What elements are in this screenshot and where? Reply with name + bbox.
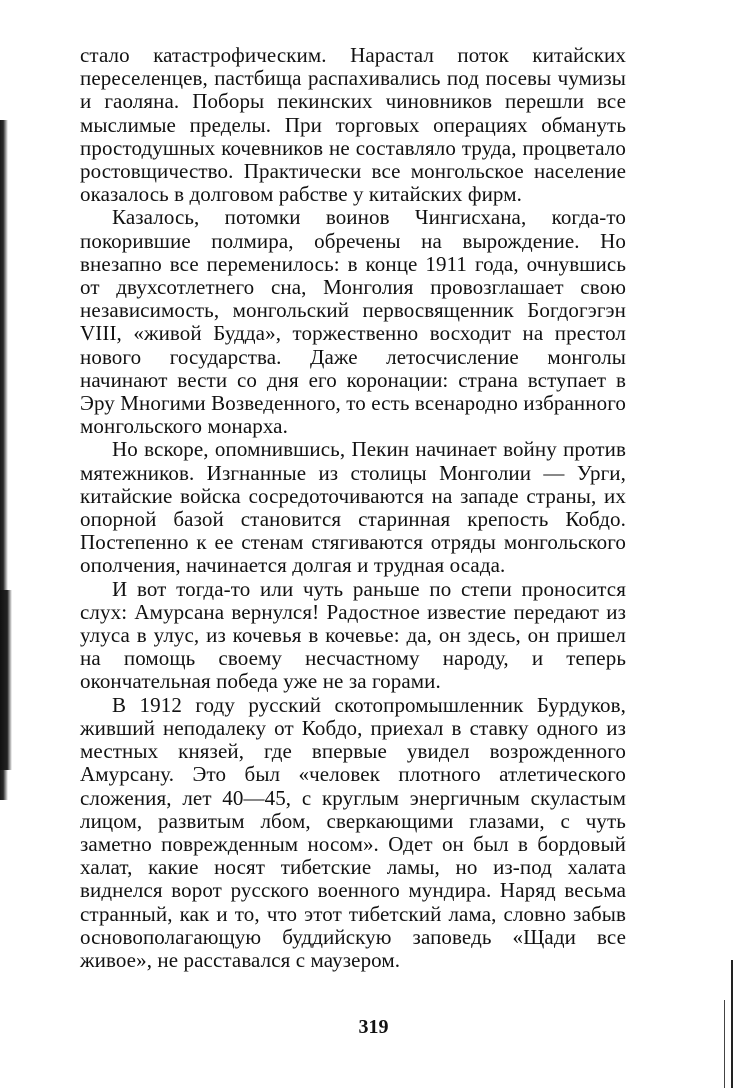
paragraph-3: Но вскоре, опомнившись, Пекин начинает войну против мятежников. Изгнанные из столицы Монголии — Урги, китайские войска сосредоточиваются на западе страны, их опорной базой становится старинная крепость Кобдо. Постепенно к ее стенам стягиваются отряды монгольского ополчения, начинается долгая и трудная осада. — [80, 437, 626, 578]
paragraph-4: И вот тогда-то или чуть раньше по степи проносится слух: Амурсана вернулся! Радостное известие передают из улуса в улус, из кочевья в кочевье: да, он здесь, он пришел на помощь своему несчастному народу, и теперь окончательная победа уже не за горами. — [80, 576, 626, 694]
page-number-footer — [0, 1016, 737, 1039]
scan-edge-right-inner — [724, 1000, 725, 1088]
scan-shadow-left-lower — [0, 590, 12, 770]
paragraph-1: стало катастрофическим. Нарастал поток китайских переселенцев, пастбища распахивались под посевы чумизы и гаоляна. Поборы пекинских чиновников перешли все мыслимые пределы. При торговых операциях обмануть простодушных кочевников не составляло труда, процветало ростовщичество. Практически все монгольское население оказалось в долговом рабстве у китайских фирм. — [80, 43, 626, 207]
page-number: 319 — [358, 1016, 389, 1038]
paragraph-2: Казалось, потомки воинов Чингисхана, когда-то покорившие полмира, обречены на вырождение. Но внезапно все переменилось: в конце 1911 года, очнувшись от двухсотлетнего сна, Монголия провозглашает свою независимость, монгольский первосвященник Богдогэгэн VIII, «живой Будда», торжественно восходит на престол нового государства. Даже летосчисление монголы начинают вести со дня его коронации: страна вступает в Эру Многими Возведенного, то есть всенародно избранного монгольского монарха. — [80, 205, 626, 439]
paragraph-5: В 1912 году русский скотопромышленник Бурдуков, живший неподалеку от Кобдо, приехал в ставку одного из местных князей, где впервые увидел возрожденного Амурсану. Это был «человек плотного атлетического сложения, лет 40—45, с круглым энергичным скуластым лицом, развитым лбом, сверкающими глазами, с чуть заметно поврежденным носом». Одет он был в бордовый халат, какие носят тибетские ламы, но из-под халата виднелся ворот русского военного мундира. Наряд весьма странный, как и то, что этот тибетский лама, словно забыв основополагающую буддийскую заповедь «Щади все живое», не расставался с маузером. — [80, 692, 626, 972]
body-text — [80, 44, 626, 972]
